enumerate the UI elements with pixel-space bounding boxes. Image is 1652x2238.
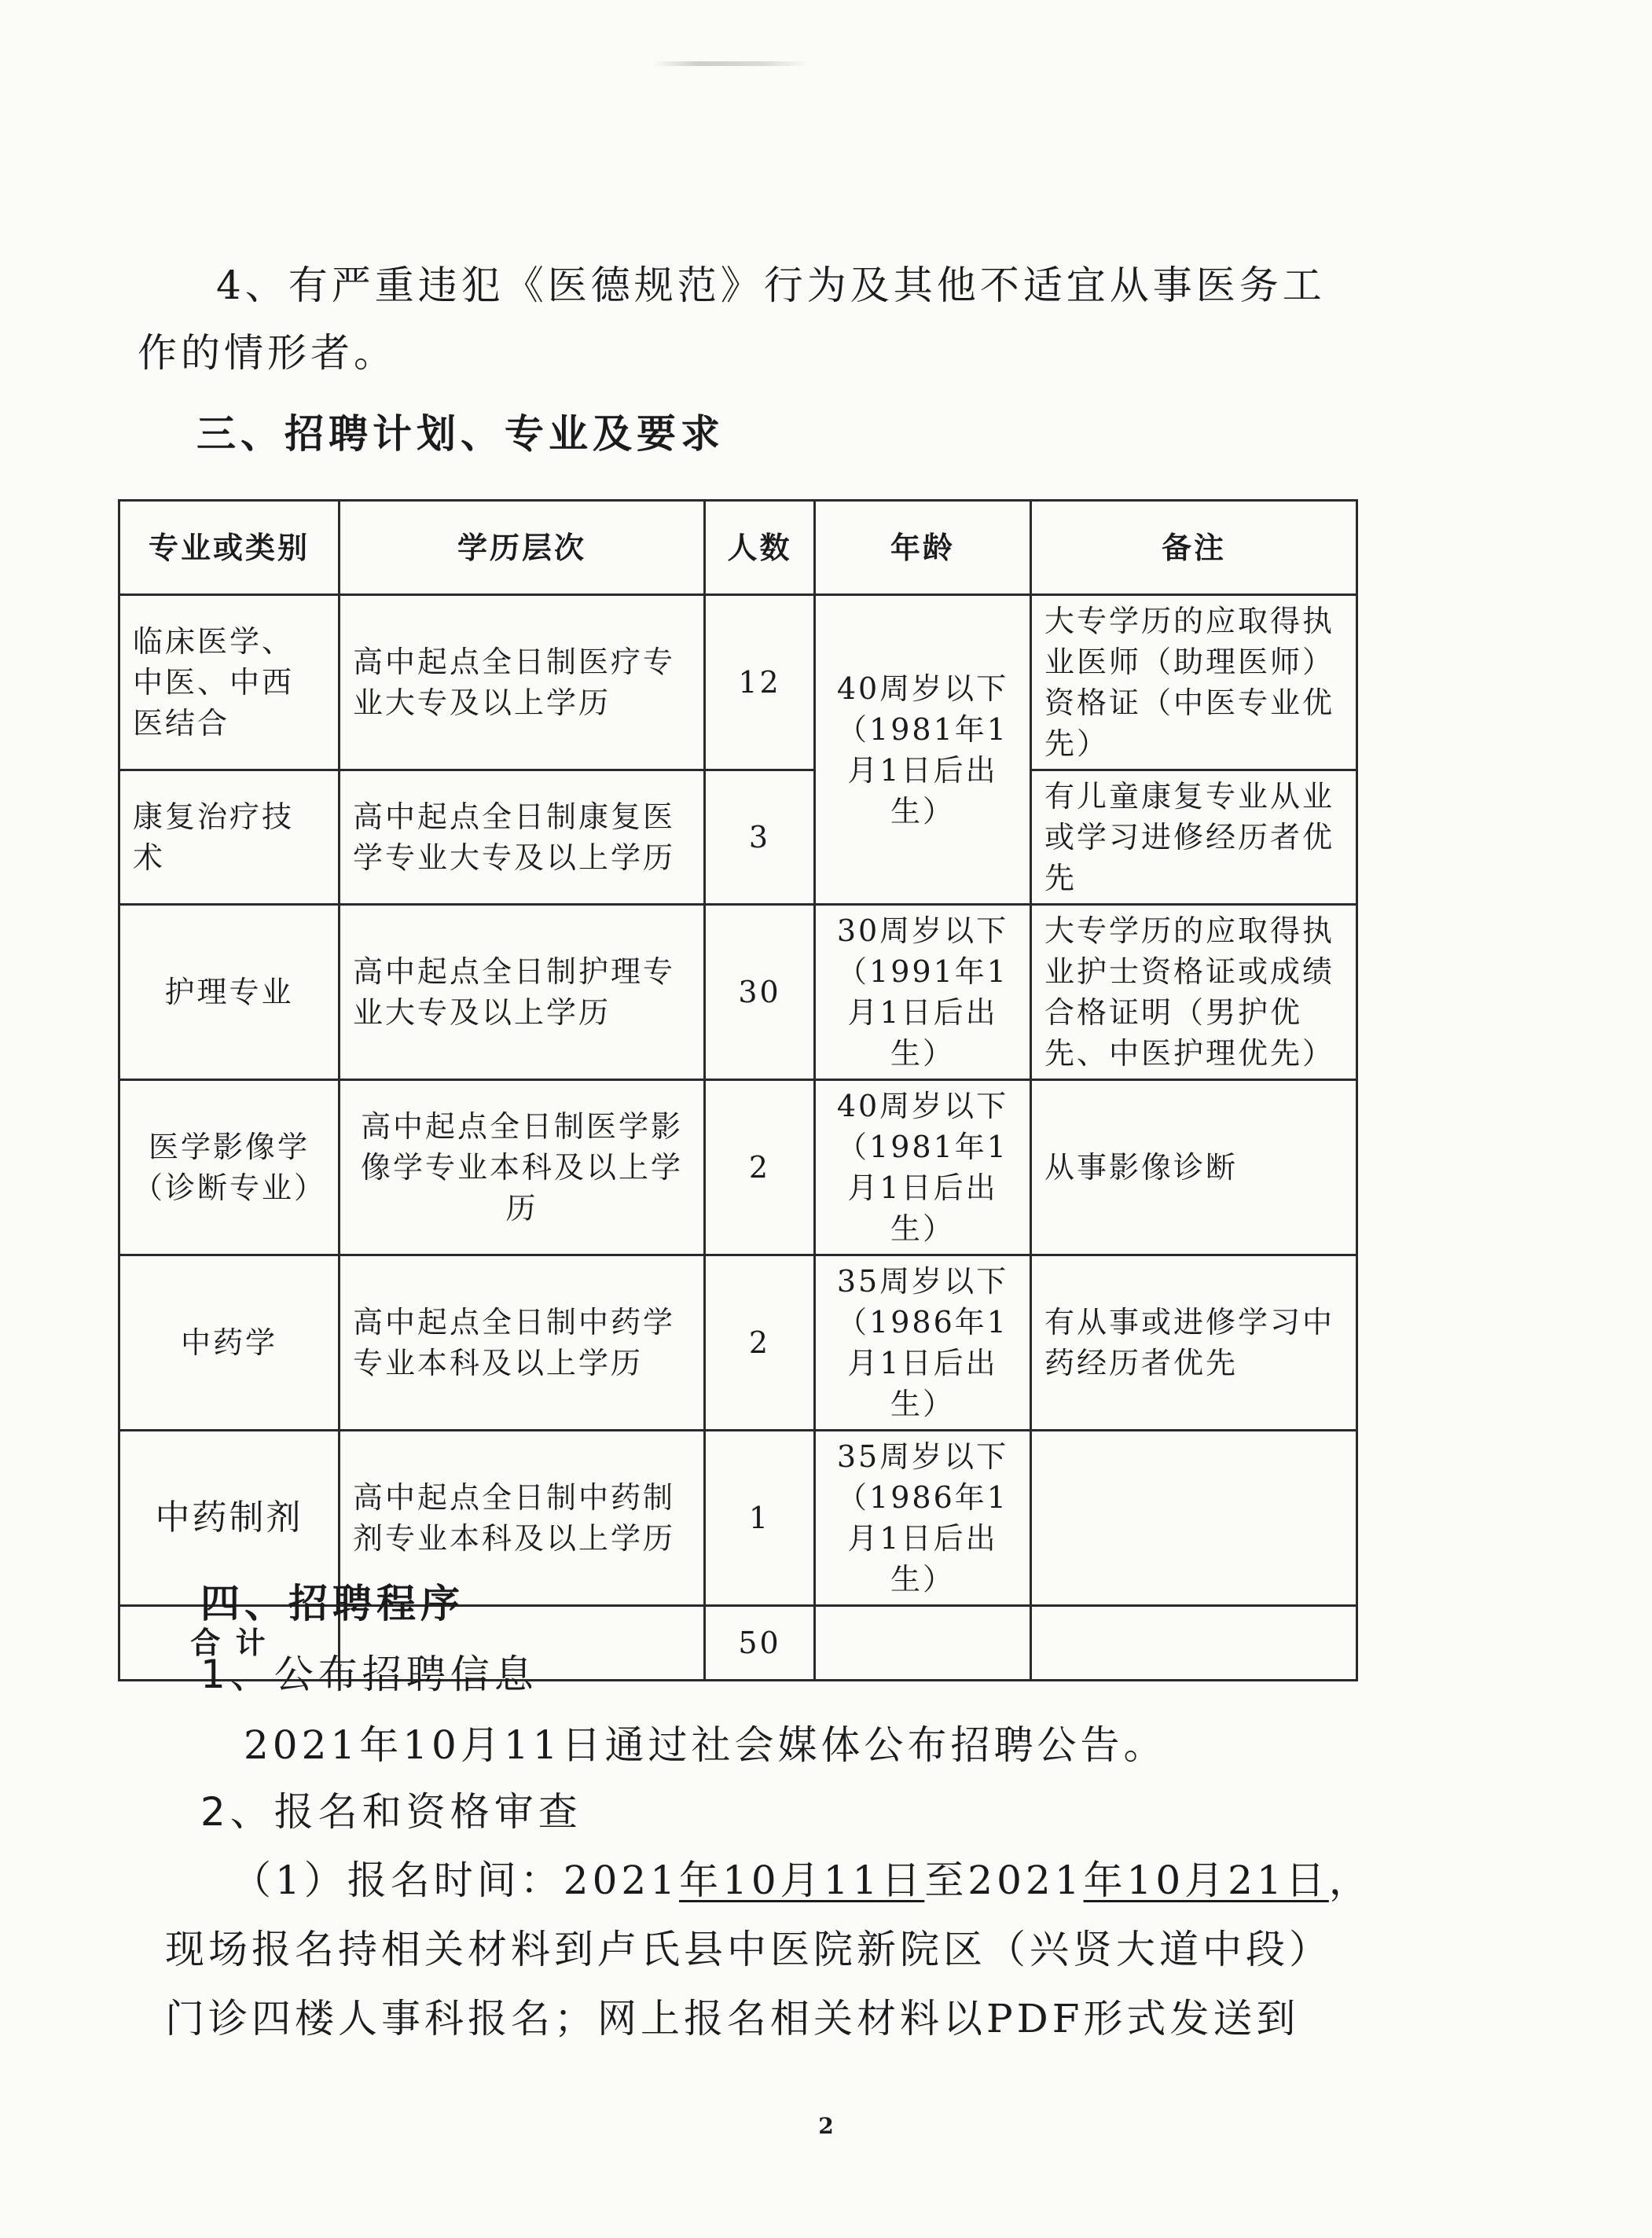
section-heading-3: 三、招聘计划、专业及要求: [196, 411, 725, 457]
scan-smudge: [652, 61, 809, 66]
cell-education: 高中起点全日制医疗专业大专及以上学历: [340, 595, 705, 770]
cell-major: 中药学: [119, 1255, 340, 1431]
cell-count: 1: [705, 1431, 815, 1606]
cell-education: 高中起点全日制护理专业大专及以上学历: [340, 905, 705, 1080]
cell-major: 中药制剂: [119, 1431, 340, 1606]
cell-age: 40周岁以下（1981年1月1日后出生）: [815, 1080, 1031, 1255]
cell-major: 康复治疗技术: [119, 770, 340, 905]
recruitment-table: [118, 499, 1358, 1681]
table-row: [119, 770, 1357, 905]
cell-count: 30: [705, 905, 815, 1080]
cell-education: 高中起点全日制医学影像学专业本科及以上学历: [340, 1080, 705, 1255]
cell-remark: 大专学历的应取得执业医师（助理医师）资格证（中医专业优先）: [1031, 595, 1357, 770]
header-remark: 备注: [1031, 501, 1357, 595]
paragraph-item-4: 4、有严重违犯《医德规范》行为及其他不适宜从事医务工作的情形者。: [138, 263, 1326, 376]
registration-time-line: [232, 1849, 1372, 1905]
header-major: 专业或类别: [119, 501, 340, 595]
reg-suffix: ，: [1328, 1858, 1372, 1903]
cell-total-remark: [1031, 1606, 1357, 1681]
cell-age: 30周岁以下（1991年1月1日后出生）: [815, 905, 1031, 1080]
cell-total-count: 50: [705, 1606, 815, 1681]
cell-education: 高中起点全日制中药制剂专业本科及以上学历: [340, 1431, 705, 1606]
section-heading-4: 四、招聘程序: [200, 1581, 464, 1626]
header-age: 年龄: [815, 501, 1031, 595]
registration-location-line: 现场报名持相关材料到卢氏县中医院新院区（兴贤大道中段）: [165, 1927, 1332, 1972]
cell-age: 35周岁以下（1986年1月1日后出生）: [815, 1255, 1031, 1431]
reg-end-date: 年10月21日: [1083, 1858, 1329, 1903]
table-row: [119, 1080, 1357, 1255]
table-header-row: [119, 501, 1357, 595]
reg-prefix: （1）报名时间：2021: [232, 1858, 680, 1903]
table-row: [119, 905, 1357, 1080]
cell-total-age: [815, 1606, 1031, 1681]
cell-education: 高中起点全日制康复医学专业大专及以上学历: [340, 770, 705, 905]
cell-count: 3: [705, 770, 815, 905]
page-number: 2: [818, 2113, 834, 2139]
cell-major: 临床医学、中医、中西医结合: [119, 595, 340, 770]
header-education: 学历层次: [340, 501, 705, 595]
cell-count: 2: [705, 1255, 815, 1431]
cell-remark: 有从事或进修学习中药经历者优先: [1031, 1255, 1357, 1431]
cell-count: 12: [705, 595, 815, 770]
cell-remark: 大专学历的应取得执业护士资格证或成绩合格证明（男护优先、中医护理优先）: [1031, 905, 1357, 1080]
cell-remark: 从事影像诊断: [1031, 1080, 1357, 1255]
registration-online-line: 门诊四楼人事科报名；网上报名相关材料以PDF形式发送到: [165, 1996, 1300, 2041]
cell-education: 高中起点全日制中药学专业本科及以上学历: [340, 1255, 705, 1431]
cell-age: 35周岁以下（1986年1月1日后出生）: [815, 1431, 1031, 1606]
step1-text: 2021年10月11日通过社会媒体公布招聘公告。: [244, 1722, 1167, 1768]
cell-remark: [1031, 1431, 1357, 1606]
cell-count: 2: [705, 1080, 815, 1255]
cell-remark: 有儿童康复专业从业或学习进修经历者优先: [1031, 770, 1357, 905]
header-count: 人数: [705, 501, 815, 595]
cell-major: 护理专业: [119, 905, 340, 1080]
step-heading-2: 2、报名和资格审查: [200, 1789, 582, 1835]
table-row: [119, 1255, 1357, 1431]
table-row: [119, 595, 1357, 770]
cell-major: 医学影像学（诊断专业）: [119, 1080, 340, 1255]
cell-age-merged: 40周岁以下（1981年1月1日后出生）: [815, 595, 1031, 905]
reg-start-date: 年10月11日: [679, 1858, 925, 1903]
step-heading-1: 1、公布招聘信息: [200, 1652, 538, 1697]
cell-total-label: 合 计: [119, 1606, 340, 1681]
reg-mid: 至2021: [924, 1858, 1084, 1903]
